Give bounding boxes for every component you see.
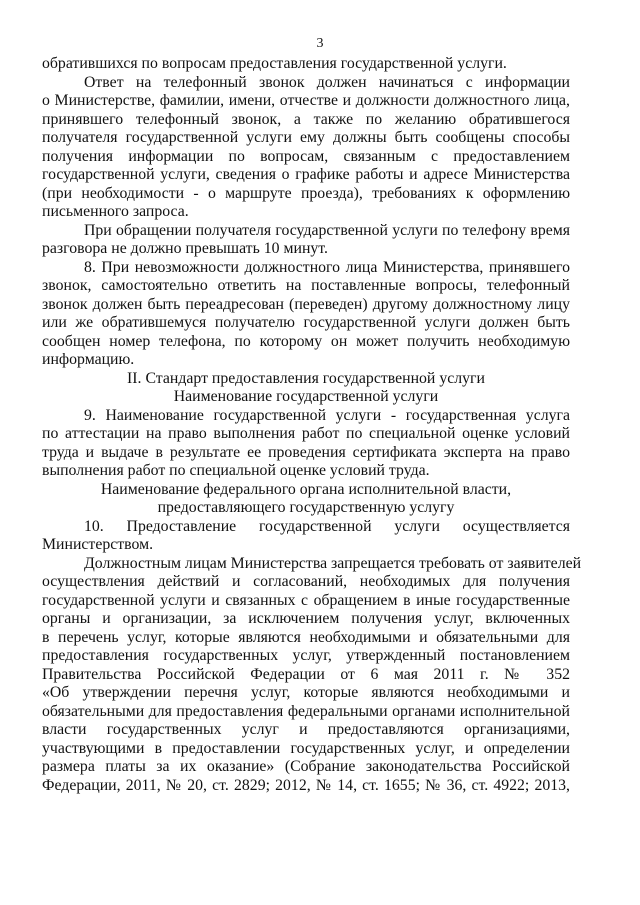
section-heading: Наименование федерального органа исполнительной власти, [100, 480, 512, 498]
text-line: При обращении получателя государственной услуги по телефону время [84, 221, 570, 239]
text-line: власти государственных услуг и предоставляются организациями, [42, 721, 570, 738]
text-line: (при необходимости - о маршруте проезда), требованиях к оформлению [42, 184, 570, 202]
text-line: по аттестации на право выполнения работ по специальной оценке условий [42, 425, 570, 442]
text-line: информацию. [42, 351, 135, 368]
text-line: участвующими в предоставлении государственных услуг, и определении [42, 739, 570, 757]
text-line: органы и организации, за исключением получения услуг, включенных [42, 610, 570, 627]
text-line: сообщен номер телефона, по которому он может получить необходимую [42, 332, 570, 350]
text-line: государственной услуги, сведения о графике работы и адресе Министерства [42, 166, 570, 183]
text-line: письменного запроса. [42, 203, 189, 220]
text-line: осуществления действий и согласований, необходимых для получения [42, 573, 570, 590]
page-number: 3 [316, 36, 324, 51]
text-line: «Об утверждении перечня услуг, которые являются необходимыми и [42, 684, 570, 701]
text-line: звонок должен быть переадресован (переведен) другому должностному лицу [42, 295, 570, 313]
section-heading: предоставляющего государственную услугу [157, 499, 455, 516]
text-line: 9. Наименование государственной услуги - государственная услуга [84, 406, 570, 424]
text-line: 10. Предоставление государственной услуги осуществляется [84, 517, 570, 535]
section-heading: Наименование государственной услуги [173, 388, 439, 405]
text-line: принявшего телефонный звонок, а также по желанию обратившегося [42, 110, 570, 128]
text-line: предоставления государственных услуг, утвержденный постановлением [42, 647, 570, 664]
text-line: получателя государственной услуги ему должны быть сообщены способы [42, 129, 570, 146]
text-line: государственной услуги и связанных с обращением в иные государственные [42, 591, 570, 609]
text-line: получения информации по вопросам, связанным с предоставлением [42, 147, 570, 165]
text-line: размера платы за их оказание» (Собрание законодательства Российской [42, 758, 570, 775]
text-line: Министерством. [42, 536, 154, 553]
text-line: Федерации, 2011, № 20, ст. 2829; 2012, № 14, ст. 1655; № 36, ст. 4922; 2013, [42, 776, 570, 794]
text-line: обязательными для предоставления федеральными органами исполнительной [42, 702, 570, 720]
text-line: 8. При невозможности должностного лица Министерства, принявшего [84, 258, 570, 276]
document-body [42, 55, 582, 795]
text-line: или же обратившемуся получателю государственной услуги должен быть [42, 314, 570, 331]
text-line: Должностным лицам Министерства запрещается требовать от заявителей [84, 554, 582, 572]
text-line: в перечень услуг, которые являются необходимыми и обязательными для [42, 628, 570, 646]
text-line: Ответ на телефонный звонок должен начинаться с информации [84, 73, 570, 91]
text-line: о Министерстве, фамилии, имени, отчестве и должности должностного лица, [42, 92, 570, 109]
text-line: труда и выдаче в результате ее проведения сертификата эксперта на право [42, 443, 570, 461]
text-line: выполнения работ по специальной оценке условий труда. [42, 462, 430, 479]
text-line: звонок, самостоятельно ответить на поставленные вопросы, телефонный [42, 277, 570, 294]
text-line: обратившихся по вопросам предоставления государственной услуги. [42, 55, 507, 72]
text-line: разговора не должно превышать 10 минут. [42, 240, 328, 257]
text-line: Правительства Российской Федерации от 6 мая 2011 г. № 352 [42, 665, 570, 683]
section-heading: II. Стандарт предоставления государственной услуги [127, 369, 485, 387]
